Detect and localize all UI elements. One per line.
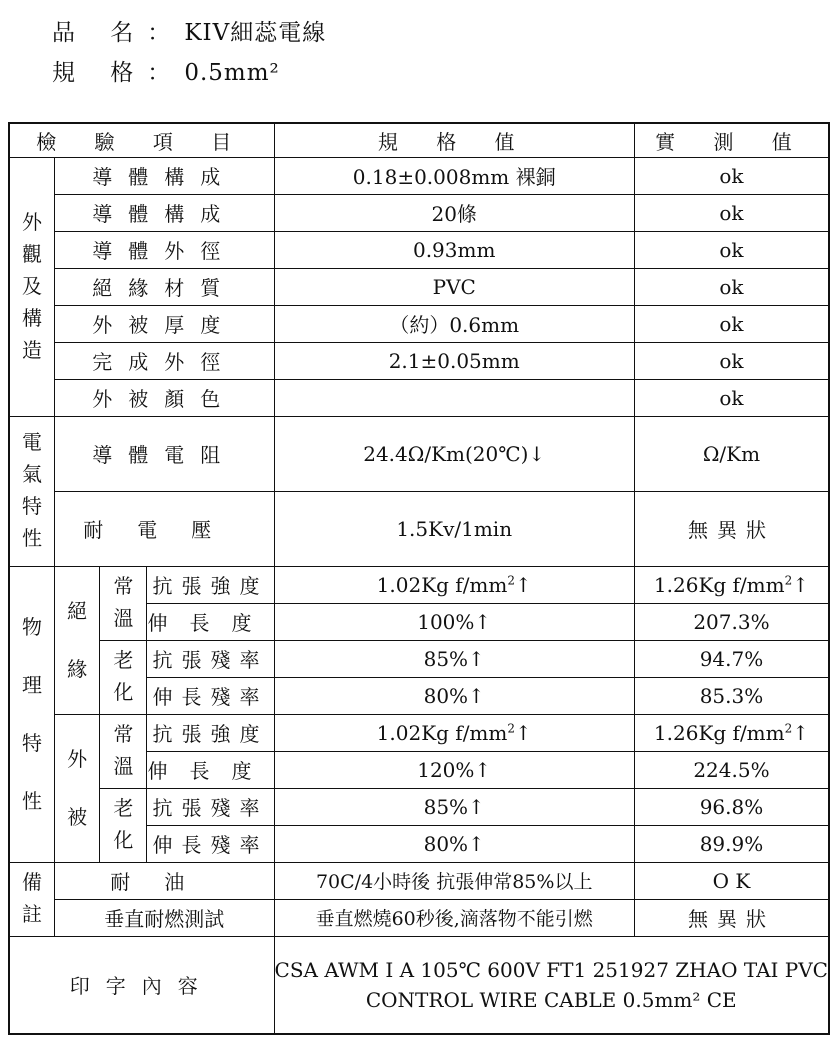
table-row [9,342,829,379]
item-cell: 伸長殘率 [147,677,274,714]
spec-cell: 100%↑ [274,603,634,640]
spec-cell: 0.18±0.008mm 裸銅 [274,157,634,194]
measured-cell: Ω/Km [634,416,829,491]
item-cell: 導體電阻 [54,416,274,491]
product-spec-value: 0.5mm² [184,60,280,86]
spec-cell: 80%↑ [274,825,634,862]
group-remarks: 備註 [9,862,54,936]
spec-cell: 1.02Kg $f/mm^2↑$ [274,566,634,603]
table-row [9,379,829,416]
spec-cell: 120%↑ [274,751,634,788]
spec-cell: 85%↑ [274,788,634,825]
measured-cell: 224.5% [634,751,829,788]
spec-cell: 70C/4小時後 抗張伸常85%以上 [274,862,634,899]
group-aging: 老化 [100,640,147,714]
spec-table [8,122,830,1035]
table-row [9,491,829,566]
print-line-2: CONTROL WIRE CABLE 0.5mm² CE [365,987,737,1012]
table-row [9,714,829,751]
item-cell: 外被厚度 [54,305,274,342]
product-spec-label: 規 格： [52,60,185,86]
item-cell: 伸長殘率 [147,825,274,862]
measured-cell: 無異狀 [634,899,829,936]
measured-cell: 85.3% [634,677,829,714]
table-header-row [9,123,829,157]
item-cell: 伸長度 [147,603,274,640]
measured-cell: ok [634,379,829,416]
spec-cell: 1.02Kg $f/mm^2↑$ [274,714,634,751]
group-appearance: 外觀及構造 [9,157,54,416]
item-cell: 耐油 [54,862,274,899]
table-row [9,566,829,603]
group-normal-temp: 常溫 [100,714,147,788]
group-insulation: 絕緣 [54,566,99,714]
measured-cell: ok [634,342,829,379]
measured-cell: O K [634,862,829,899]
measured-cell: ok [634,231,829,268]
spec-cell: 85%↑ [274,640,634,677]
group-physical: 物理特性 [9,566,54,862]
item-cell: 抗張殘率 [147,640,274,677]
spec-cell: 80%↑ [274,677,634,714]
measured-cell: 96.8% [634,788,829,825]
item-cell: 伸長度 [147,751,274,788]
item-cell: 垂直耐燃測試 [54,899,274,936]
measured-cell: ok [634,305,829,342]
print-content-row [9,936,829,1034]
table-row [9,788,829,825]
measured-cell: ok [634,157,829,194]
item-cell: 抗張強度 [147,566,274,603]
item-cell: 抗張殘率 [147,788,274,825]
item-cell: 抗張強度 [147,714,274,751]
group-electrical: 電氣特性 [9,416,54,566]
product-name-line [52,14,326,47]
table-row [9,862,829,899]
group-aging: 老化 [100,788,147,862]
table-row [9,157,829,194]
table-row [9,194,829,231]
spec-cell [274,379,634,416]
col-header-item: 檢 驗 項 目 [9,123,274,157]
measured-cell: ok [634,268,829,305]
item-cell: 絕緣材質 [54,268,274,305]
item-cell: 導體外徑 [54,231,274,268]
print-line-1: CSA AWM I A 105℃ 600V FT1 251927 ZHAO TAI PVC [274,957,828,982]
measured-cell: 1.26Kg $f/mm^2↑$ [634,566,829,603]
spec-cell: 垂直燃燒60秒後,滴落物不能引燃 [274,899,634,936]
product-name-label: 品 名： [52,20,185,46]
group-normal-temp: 常溫 [100,566,147,640]
product-name-value: KIV細蕊電線 [184,20,327,46]
item-cell: 導體構成 [54,157,274,194]
table-row [9,640,829,677]
col-header-spec: 規 格 值 [274,123,634,157]
product-spec-line [52,54,280,87]
item-cell: 導體構成 [54,194,274,231]
measured-cell: 1.26Kg $f/mm^2↑$ [634,714,829,751]
print-content-label: 印字內容 [9,936,274,1034]
table-row [9,268,829,305]
spec-cell: （約）0.6mm [274,305,634,342]
spec-cell: 0.93mm [274,231,634,268]
group-sheath: 外被 [54,714,99,862]
table-row [9,231,829,268]
measured-cell: 無異狀 [634,491,829,566]
spec-cell: 2.1±0.05mm [274,342,634,379]
measured-cell: ok [634,194,829,231]
print-content-text [274,936,829,1034]
table-row [9,305,829,342]
spec-cell: 20條 [274,194,634,231]
measured-cell: 94.7% [634,640,829,677]
spec-cell: 24.4Ω/Km(20℃)↓ [274,416,634,491]
spec-cell: 1.5Kv/1min [274,491,634,566]
item-cell: 外被顏色 [54,379,274,416]
measured-cell: 207.3% [634,603,829,640]
item-cell: 耐電壓 [54,491,274,566]
spec-cell: PVC [274,268,634,305]
item-cell: 完成外徑 [54,342,274,379]
col-header-measured: 實 測 值 [634,123,829,157]
table-row [9,899,829,936]
table-row [9,416,829,491]
measured-cell: 89.9% [634,825,829,862]
